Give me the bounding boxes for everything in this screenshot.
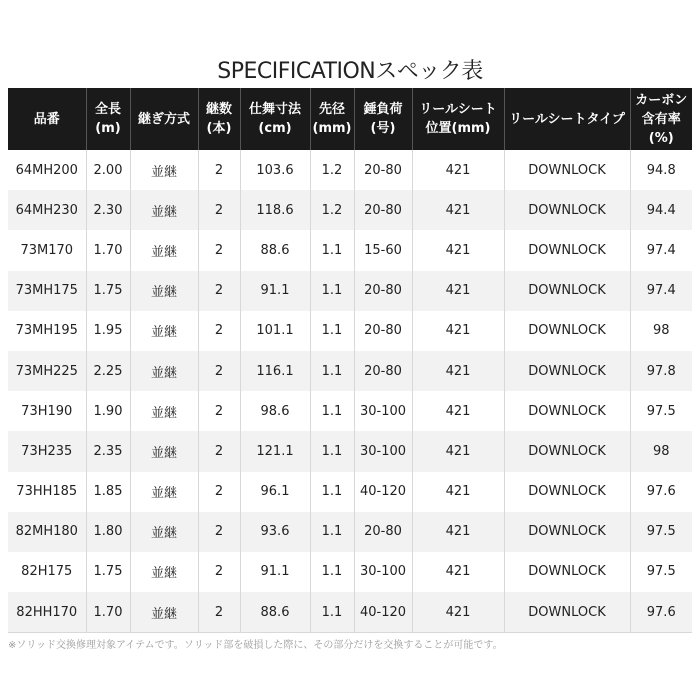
table-cell: 2 — [198, 391, 240, 431]
table-cell: 421 — [412, 271, 504, 311]
table-cell: 97.5 — [630, 512, 692, 552]
table-cell: 1.80 — [86, 512, 130, 552]
table-cell: 1.1 — [310, 311, 354, 351]
table-cell: 1.1 — [310, 431, 354, 471]
table-cell: 421 — [412, 351, 504, 391]
table-cell: 88.6 — [240, 230, 310, 270]
table-cell: 73M170 — [8, 230, 86, 270]
table-row — [8, 391, 692, 431]
table-cell: 2 — [198, 311, 240, 351]
table-cell: 91.1 — [240, 271, 310, 311]
table-header-row — [8, 88, 692, 150]
table-cell: 1.1 — [310, 592, 354, 633]
table-cell: 421 — [412, 311, 504, 351]
footnote: ※ソリッド交換修理対象アイテムです。ソリッド部を破損した際に、その部分だけを交換することが可能です。 — [8, 640, 503, 651]
table-cell: 97.6 — [630, 472, 692, 512]
table-cell: 98 — [630, 431, 692, 471]
table-cell: 並継 — [130, 512, 198, 552]
table-cell: 並継 — [130, 311, 198, 351]
table-cell: 20-80 — [354, 311, 412, 351]
spec-table — [8, 88, 692, 633]
table-cell: 94.4 — [630, 190, 692, 230]
table-cell: 20-80 — [354, 271, 412, 311]
table-cell: 2 — [198, 431, 240, 471]
table-cell: 並継 — [130, 230, 198, 270]
column-header: 継ぎ方式 — [130, 88, 198, 150]
table-cell: 並継 — [130, 552, 198, 592]
table-cell: 97.6 — [630, 592, 692, 633]
table-cell: 2 — [198, 190, 240, 230]
table-row — [8, 271, 692, 311]
table-cell: 30-100 — [354, 431, 412, 471]
table-cell: 40-120 — [354, 592, 412, 633]
table-cell: DOWNLOCK — [504, 311, 630, 351]
table-cell: 96.1 — [240, 472, 310, 512]
table-cell: DOWNLOCK — [504, 512, 630, 552]
table-row — [8, 311, 692, 351]
table-cell: 2.00 — [86, 150, 130, 190]
table-cell: 93.6 — [240, 512, 310, 552]
table-row — [8, 552, 692, 592]
table-cell: 421 — [412, 150, 504, 190]
table-row — [8, 150, 692, 190]
table-cell: 並継 — [130, 431, 198, 471]
column-header: 全長 (m) — [86, 88, 130, 150]
table-cell: 1.1 — [310, 351, 354, 391]
table-cell: 97.5 — [630, 552, 692, 592]
table-cell: 421 — [412, 472, 504, 512]
table-cell: 82HH170 — [8, 592, 86, 633]
table-cell: 2.25 — [86, 351, 130, 391]
table-cell: 73MH195 — [8, 311, 86, 351]
column-header: 品番 — [8, 88, 86, 150]
table-cell: 1.70 — [86, 230, 130, 270]
table-cell: DOWNLOCK — [504, 190, 630, 230]
table-cell: DOWNLOCK — [504, 552, 630, 592]
table-cell: 421 — [412, 190, 504, 230]
table-cell: 421 — [412, 512, 504, 552]
table-cell: 1.75 — [86, 552, 130, 592]
table-cell: 421 — [412, 592, 504, 633]
table-cell: 並継 — [130, 592, 198, 633]
table-cell: 97.4 — [630, 271, 692, 311]
table-cell: 30-100 — [354, 552, 412, 592]
table-cell: 1.90 — [86, 391, 130, 431]
table-cell: 1.1 — [310, 472, 354, 512]
table-cell: 88.6 — [240, 592, 310, 633]
table-cell: 1.85 — [86, 472, 130, 512]
table-cell: DOWNLOCK — [504, 472, 630, 512]
table-cell: DOWNLOCK — [504, 431, 630, 471]
table-cell: 2 — [198, 552, 240, 592]
table-cell: DOWNLOCK — [504, 351, 630, 391]
table-cell: 1.1 — [310, 271, 354, 311]
table-cell: 30-100 — [354, 391, 412, 431]
table-cell: 2.35 — [86, 431, 130, 471]
table-cell: 101.1 — [240, 311, 310, 351]
table-cell: 2 — [198, 150, 240, 190]
table-row — [8, 351, 692, 391]
table-cell: 20-80 — [354, 190, 412, 230]
table-cell: 73H190 — [8, 391, 86, 431]
table-cell: DOWNLOCK — [504, 391, 630, 431]
table-cell: 421 — [412, 552, 504, 592]
column-header: リールシートタイプ — [504, 88, 630, 150]
table-cell: 103.6 — [240, 150, 310, 190]
table-cell: 421 — [412, 230, 504, 270]
table-cell: 97.4 — [630, 230, 692, 270]
table-cell: 1.2 — [310, 150, 354, 190]
table-cell: 98 — [630, 311, 692, 351]
table-cell: 15-60 — [354, 230, 412, 270]
table-body — [8, 150, 692, 633]
table-cell: 並継 — [130, 351, 198, 391]
table-cell: 1.1 — [310, 391, 354, 431]
column-header: 錘負荷 (号) — [354, 88, 412, 150]
column-header: リールシート 位置(mm) — [412, 88, 504, 150]
table-row — [8, 592, 692, 633]
table-cell: 並継 — [130, 190, 198, 230]
table-cell: 1.1 — [310, 552, 354, 592]
table-cell: 91.1 — [240, 552, 310, 592]
table-cell: 98.6 — [240, 391, 310, 431]
table-cell: 2 — [198, 512, 240, 552]
table-cell: 73MH225 — [8, 351, 86, 391]
table-cell: 73HH185 — [8, 472, 86, 512]
table-cell: 並継 — [130, 150, 198, 190]
table-cell: 20-80 — [354, 351, 412, 391]
table-cell: 73MH175 — [8, 271, 86, 311]
table-cell: 64MH200 — [8, 150, 86, 190]
table-cell: 118.6 — [240, 190, 310, 230]
table-cell: 40-120 — [354, 472, 412, 512]
table-cell: 421 — [412, 391, 504, 431]
column-header: 継数 (本) — [198, 88, 240, 150]
table-cell: 20-80 — [354, 512, 412, 552]
column-header: 先径 (mm) — [310, 88, 354, 150]
table-cell: 20-80 — [354, 150, 412, 190]
table-cell: 1.2 — [310, 190, 354, 230]
table-cell: 1.1 — [310, 512, 354, 552]
table-cell: 1.70 — [86, 592, 130, 633]
column-header: カーボン 含有率 (%) — [630, 88, 692, 150]
column-header: 仕舞寸法 (cm) — [240, 88, 310, 150]
table-cell: 2 — [198, 351, 240, 391]
table-row — [8, 230, 692, 270]
table-cell: 並継 — [130, 472, 198, 512]
table-cell: 121.1 — [240, 431, 310, 471]
table-cell: 97.5 — [630, 391, 692, 431]
table-row — [8, 431, 692, 471]
table-cell: 421 — [412, 431, 504, 471]
table-row — [8, 512, 692, 552]
table-cell: 116.1 — [240, 351, 310, 391]
table-cell: 2 — [198, 230, 240, 270]
table-cell: 64MH230 — [8, 190, 86, 230]
page-title: SPECIFICATIONスペック表 — [217, 59, 483, 84]
table-cell: 1.95 — [86, 311, 130, 351]
table-cell: 94.8 — [630, 150, 692, 190]
table-cell: 並継 — [130, 391, 198, 431]
table-cell: DOWNLOCK — [504, 592, 630, 633]
table-cell: DOWNLOCK — [504, 271, 630, 311]
table-cell: 2 — [198, 271, 240, 311]
table-cell: 1.1 — [310, 230, 354, 270]
table-cell: DOWNLOCK — [504, 150, 630, 190]
table-cell: 2 — [198, 472, 240, 512]
table-cell: 82MH180 — [8, 512, 86, 552]
table-cell: 97.8 — [630, 351, 692, 391]
table-cell: DOWNLOCK — [504, 230, 630, 270]
table-cell: 2 — [198, 592, 240, 633]
table-row — [8, 472, 692, 512]
table-cell: 82H175 — [8, 552, 86, 592]
table-cell: 並継 — [130, 271, 198, 311]
table-row — [8, 190, 692, 230]
table-cell: 2.30 — [86, 190, 130, 230]
table-cell: 1.75 — [86, 271, 130, 311]
table-cell: 73H235 — [8, 431, 86, 471]
